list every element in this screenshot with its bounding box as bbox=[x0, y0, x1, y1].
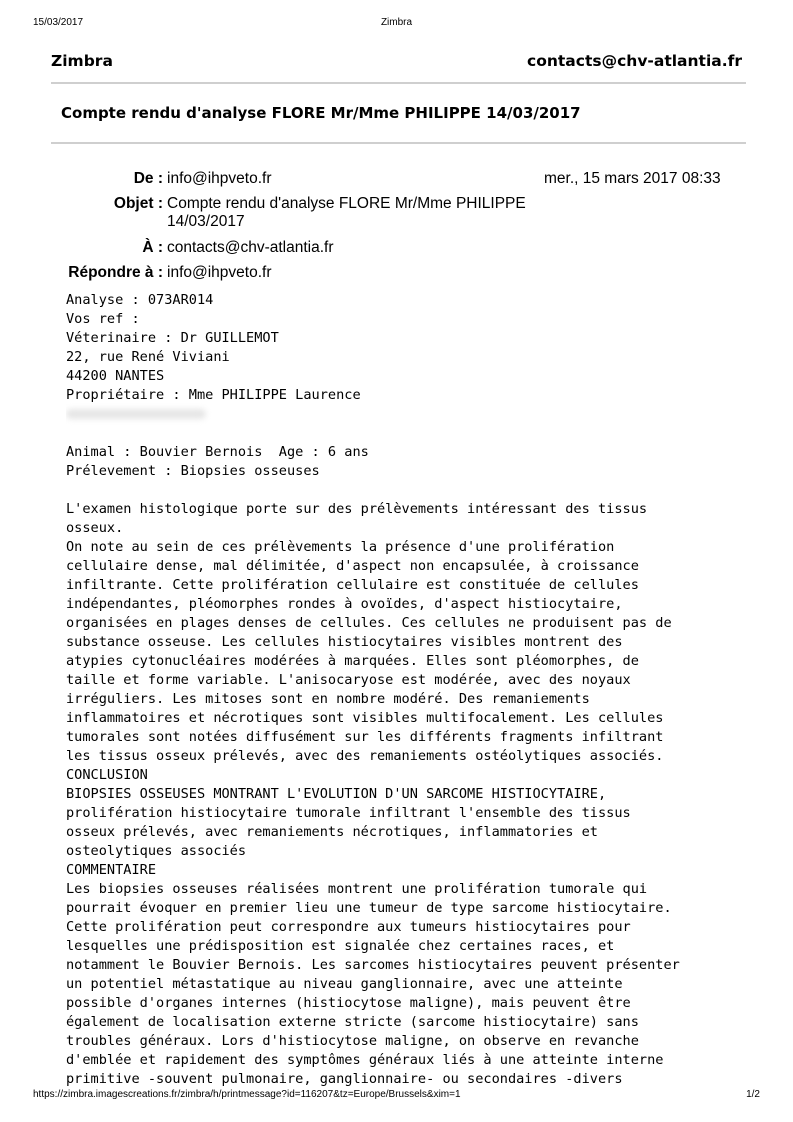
print-date: 15/03/2017 bbox=[33, 17, 84, 28]
from-label: De : bbox=[133, 170, 163, 187]
divider bbox=[51, 142, 746, 144]
reply-to-label: Répondre à : bbox=[68, 264, 163, 281]
account-email: contacts@chv-atlantia.fr bbox=[527, 52, 742, 70]
print-footer bbox=[33, 1089, 760, 1103]
message-subject-title: Compte rendu d'analyse FLORE Mr/Mme PHILIPPE 14/03/2017 bbox=[61, 104, 581, 122]
report-line: 22, rue René Viviani bbox=[66, 349, 230, 365]
print-url: https://zimbra.imagescreations.fr/zimbra/h/printmessage?id=116207&tz=Europe/Brussels&xim=1 bbox=[33, 1089, 461, 1100]
report-line: Véterinaire : Dr GUILLEMOT bbox=[66, 330, 279, 346]
brand-name: Zimbra bbox=[51, 52, 113, 70]
report-line: Analyse : 073AR014 bbox=[66, 292, 214, 308]
report-line: Propriétaire : Mme PHILIPPE Laurence bbox=[66, 387, 361, 403]
report-body: L'examen histologique porte sur des prélèvements intéressant des tissus osseux. On note au sein de ces prélèvements la présence d'une prolifération cellulaire dense, mal délimitée, d'aspect non encapsulée, à croissance infiltrante. Cette prolifération cellulaire est constituée de cellules indépendantes, pléomorphes rondes à ovoïdes, d'aspect histiocytaire, organisées en plages denses de cellules. Ces cellules ne produisent pas de substance osseuse. Les cellules histiocytaires visibles montrent des atypies cytonucléaires modérées à marquées. Elles sont pléomorphes, de taille et forme variable. L'anisocaryose est modérée, avec des noyaux irréguliers. Les mitoses sont en nombre modéré. Des remaniements inflammatoires et nécrotiques sont visibles multifocalement. Les cellules tumorales sont notées diffusément sur les différents fragments infiltrant les tissus osseux prélevés, avec des remaniements ostéolytiques associés. CONCLUSION BIOPSIES OSSEUSES MONTRANT L'EVOLUTION D'UN SARCOME HISTIOCYTAIRE, prolifération histiocytaire tumorale infiltrant l'ensemble des tissus osseux prélevés, avec remaniements nécrotiques, inflammatories et osteolytiques associés COMMENTAIRE Les biopsies osseuses réalisées montrent une prolifération tumorale qui pourrait évoquer en premier lieu une tumeur de type sarcome histiocytaire. Cette prolifération peut correspondre aux tumeurs histiocytaires pour lesquelles une prédisposition est signalée chez certaines races, et notamment le Bouvier Bernois. Les sarcomes histiocytaires peuvent présenter un potentiel métastatique au niveau ganglionnaire, avec une atteinte possible d'organes internes (histiocytose maligne), mais peuvent être également de localisation externe stricte (sarcome histiocytaire) sans troubles généraux. Lors d'histiocytose maligne, on observe en revanche d'emblée et rapidement des symptômes généraux liés à une atteinte interne primitive -souvent pulmonaire, ganglionnaire- ou secondaires -divers bbox=[66, 501, 680, 1086]
report-line: Vos ref : bbox=[66, 311, 140, 327]
to-email[interactable]: contacts@chv-atlantia.fr bbox=[167, 239, 334, 256]
message-date: mer., 15 mars 2017 08:33 bbox=[544, 170, 721, 187]
subject-value: Compte rendu d'analyse FLORE Mr/Mme PHILIPPE 14/03/2017 bbox=[167, 195, 526, 230]
report-line: 44200 NANTES bbox=[66, 368, 165, 384]
subject-label: Objet : bbox=[113, 195, 163, 212]
from-email[interactable]: info@ihpveto.fr bbox=[167, 170, 272, 187]
sample-line: Prélevement : Biopsies osseuses bbox=[66, 463, 320, 479]
reply-to-email[interactable]: info@ihpveto.fr bbox=[167, 264, 272, 281]
print-header bbox=[33, 17, 760, 33]
mail-header-bar bbox=[51, 50, 746, 84]
page-number: 1/2 bbox=[746, 1089, 760, 1100]
to-label: À : bbox=[142, 239, 163, 256]
print-title: Zimbra bbox=[380, 17, 413, 28]
animal-line: Animal : Bouvier Bernois Age : 6 ans bbox=[66, 444, 369, 460]
redacted-line bbox=[66, 409, 206, 419]
message-body bbox=[66, 291, 756, 1086]
